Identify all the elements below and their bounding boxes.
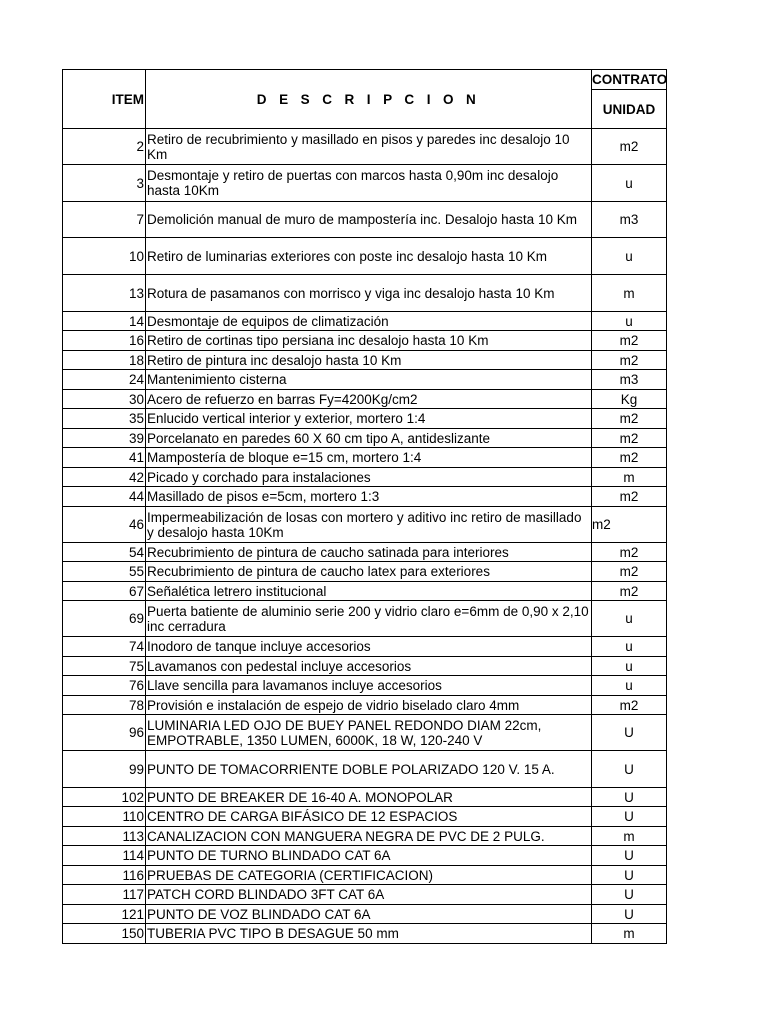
row-description: Llave sencilla para lavamanos incluye accesorios (146, 676, 592, 696)
row-description: Inodoro de tanque incluye accesorios (146, 637, 592, 657)
row-item-number: 41 (63, 448, 146, 468)
row-item-number: 14 (63, 312, 146, 331)
table-row (63, 788, 667, 807)
row-item-number: 44 (63, 487, 146, 507)
row-unit: m (592, 275, 667, 312)
row-item-number: 102 (63, 788, 146, 807)
table-row (63, 696, 667, 715)
table-row (63, 751, 667, 788)
row-unit: m2 (592, 129, 667, 165)
row-unit: u (592, 165, 667, 202)
row-description: Enlucido vertical interior y exterior, mortero 1:4 (146, 409, 592, 429)
table-row (63, 129, 667, 165)
row-unit: m2 (592, 409, 667, 429)
table-row (63, 905, 667, 924)
row-description: Puerta batiente de aluminio serie 200 y vidrio claro e=6mm de 0,90 x 2,10 inc cerradura (146, 601, 592, 637)
table-row (63, 165, 667, 202)
table-row (63, 807, 667, 827)
row-description: PRUEBAS DE CATEGORIA (CERTIFICACION) (146, 866, 592, 885)
row-unit: m2 (592, 487, 667, 507)
table-row (63, 866, 667, 885)
table-row (63, 924, 667, 944)
row-unit: u (592, 657, 667, 676)
row-item-number: 7 (63, 202, 146, 238)
table-row (63, 507, 667, 543)
table-row (63, 429, 667, 448)
row-item-number: 69 (63, 601, 146, 637)
row-description: Mantenimiento cisterna (146, 370, 592, 390)
row-item-number: 30 (63, 390, 146, 409)
row-description: Rotura de pasamanos con morrisco y viga inc desalojo hasta 10 Km (146, 275, 592, 312)
row-item-number: 76 (63, 676, 146, 696)
row-item-number: 10 (63, 238, 146, 275)
row-description: Retiro de luminarias exteriores con poste inc desalojo hasta 10 Km (146, 238, 592, 275)
row-description: Impermeabilización de losas con mortero y aditivo inc retiro de masillado y desalojo hasta 10Km (146, 507, 592, 543)
row-item-number: 99 (63, 751, 146, 788)
row-unit: U (592, 885, 667, 905)
table-row (63, 238, 667, 275)
row-unit: m2 (592, 696, 667, 715)
row-description: Demolición manual de muro de mampostería inc. Desalojo hasta 10 Km (146, 202, 592, 238)
table-row (63, 331, 667, 351)
row-item-number: 35 (63, 409, 146, 429)
table-row (63, 370, 667, 390)
row-item-number: 110 (63, 807, 146, 827)
row-description: Porcelanato en paredes 60 X 60 cm tipo A, antideslizante (146, 429, 592, 448)
row-description: Retiro de pintura inc desalojo hasta 10 Km (146, 351, 592, 370)
table-row (63, 468, 667, 487)
table-row (63, 487, 667, 507)
items-table (62, 69, 667, 944)
row-description: PATCH CORD BLINDADO 3FT CAT 6A (146, 885, 592, 905)
header-unidad: UNIDAD (592, 90, 667, 129)
row-item-number: 96 (63, 715, 146, 751)
row-description: Desmontaje y retiro de puertas con marcos hasta 0,90m inc desalojo hasta 10Km (146, 165, 592, 202)
row-unit: m2 (592, 582, 667, 601)
row-unit: m2 (592, 448, 667, 468)
row-item-number: 55 (63, 562, 146, 582)
row-description: Retiro de recubrimiento y masillado en pisos y paredes inc desalojo 10 Km (146, 129, 592, 165)
row-description: Lavamanos con pedestal incluye accesorios (146, 657, 592, 676)
row-unit: u (592, 676, 667, 696)
row-description: LUMINARIA LED OJO DE BUEY PANEL REDONDO DIAM 22cm, EMPOTRABLE, 1350 LUMEN, 6000K, 18 W, 120-240 V (146, 715, 592, 751)
row-unit: u (592, 312, 667, 331)
table-row (63, 562, 667, 582)
table-row (63, 202, 667, 238)
table-row (63, 601, 667, 637)
row-item-number: 39 (63, 429, 146, 448)
row-item-number: 74 (63, 637, 146, 657)
row-unit: U (592, 905, 667, 924)
row-item-number: 121 (63, 905, 146, 924)
row-unit: u (592, 637, 667, 657)
table-row (63, 885, 667, 905)
table-row (63, 827, 667, 846)
row-item-number: 67 (63, 582, 146, 601)
table-row (63, 657, 667, 676)
table-row (63, 390, 667, 409)
row-unit: m (592, 924, 667, 944)
row-unit: u (592, 601, 667, 637)
row-description: Señalética letrero institucional (146, 582, 592, 601)
row-description: PUNTO DE TOMACORRIENTE DOBLE POLARIZADO 120 V. 15 A. (146, 751, 592, 788)
row-description: Picado y corchado para instalaciones (146, 468, 592, 487)
row-unit: U (592, 715, 667, 751)
header-item: ITEM (63, 70, 146, 129)
row-unit: m2 (592, 562, 667, 582)
row-description: PUNTO DE VOZ BLINDADO CAT 6A (146, 905, 592, 924)
row-item-number: 13 (63, 275, 146, 312)
row-item-number: 117 (63, 885, 146, 905)
row-description: Desmontaje de equipos de climatización (146, 312, 592, 331)
row-unit: m3 (592, 202, 667, 238)
table-row (63, 676, 667, 696)
row-unit: m (592, 827, 667, 846)
row-unit: U (592, 788, 667, 807)
row-item-number: 114 (63, 846, 146, 866)
row-description: CANALIZACION CON MANGUERA NEGRA DE PVC DE 2 PULG. (146, 827, 592, 846)
table-row (63, 543, 667, 562)
row-unit: m2 (592, 331, 667, 351)
row-item-number: 24 (63, 370, 146, 390)
row-unit: m2 (592, 429, 667, 448)
row-unit: m2 (592, 351, 667, 370)
row-description: Retiro de cortinas tipo persiana inc desalojo hasta 10 Km (146, 331, 592, 351)
row-unit: m3 (592, 370, 667, 390)
row-item-number: 116 (63, 866, 146, 885)
row-item-number: 46 (63, 507, 146, 543)
row-description: Masillado de pisos e=5cm, mortero 1:3 (146, 487, 592, 507)
row-description: Mampostería de bloque e=15 cm, mortero 1:4 (146, 448, 592, 468)
row-description: PUNTO DE TURNO BLINDADO CAT 6A (146, 846, 592, 866)
table-row (63, 637, 667, 657)
row-unit: U (592, 807, 667, 827)
row-item-number: 54 (63, 543, 146, 562)
table-row (63, 351, 667, 370)
row-item-number: 2 (63, 129, 146, 165)
table-row (63, 448, 667, 468)
row-item-number: 75 (63, 657, 146, 676)
row-item-number: 78 (63, 696, 146, 715)
row-unit: u (592, 238, 667, 275)
row-unit: m (592, 468, 667, 487)
table-row (63, 275, 667, 312)
row-description: Recubrimiento de pintura de caucho satinada para interiores (146, 543, 592, 562)
header-description: D E S C R I P C I O N (146, 70, 592, 129)
table-row (63, 846, 667, 866)
row-unit: Kg (592, 390, 667, 409)
row-description: TUBERIA PVC TIPO B DESAGUE 50 mm (146, 924, 592, 944)
row-item-number: 42 (63, 468, 146, 487)
row-item-number: 16 (63, 331, 146, 351)
row-unit: m2 (592, 507, 667, 543)
row-item-number: 18 (63, 351, 146, 370)
table-row (63, 582, 667, 601)
row-unit: m2 (592, 543, 667, 562)
row-description: PUNTO DE BREAKER DE 16-40 A. MONOPOLAR (146, 788, 592, 807)
row-unit: U (592, 866, 667, 885)
row-item-number: 150 (63, 924, 146, 944)
row-description: Acero de refuerzo en barras Fy=4200Kg/cm2 (146, 390, 592, 409)
row-description: Recubrimiento de pintura de caucho latex para exteriores (146, 562, 592, 582)
row-item-number: 3 (63, 165, 146, 202)
header-contrato: CONTRATO (592, 70, 667, 90)
table-row (63, 715, 667, 751)
table-row (63, 312, 667, 331)
row-description: CENTRO DE CARGA BIFÁSICO DE 12 ESPACIOS (146, 807, 592, 827)
row-unit: U (592, 751, 667, 788)
row-item-number: 113 (63, 827, 146, 846)
table-row (63, 409, 667, 429)
row-description: Provisión e instalación de espejo de vidrio biselado claro 4mm (146, 696, 592, 715)
row-unit: U (592, 846, 667, 866)
